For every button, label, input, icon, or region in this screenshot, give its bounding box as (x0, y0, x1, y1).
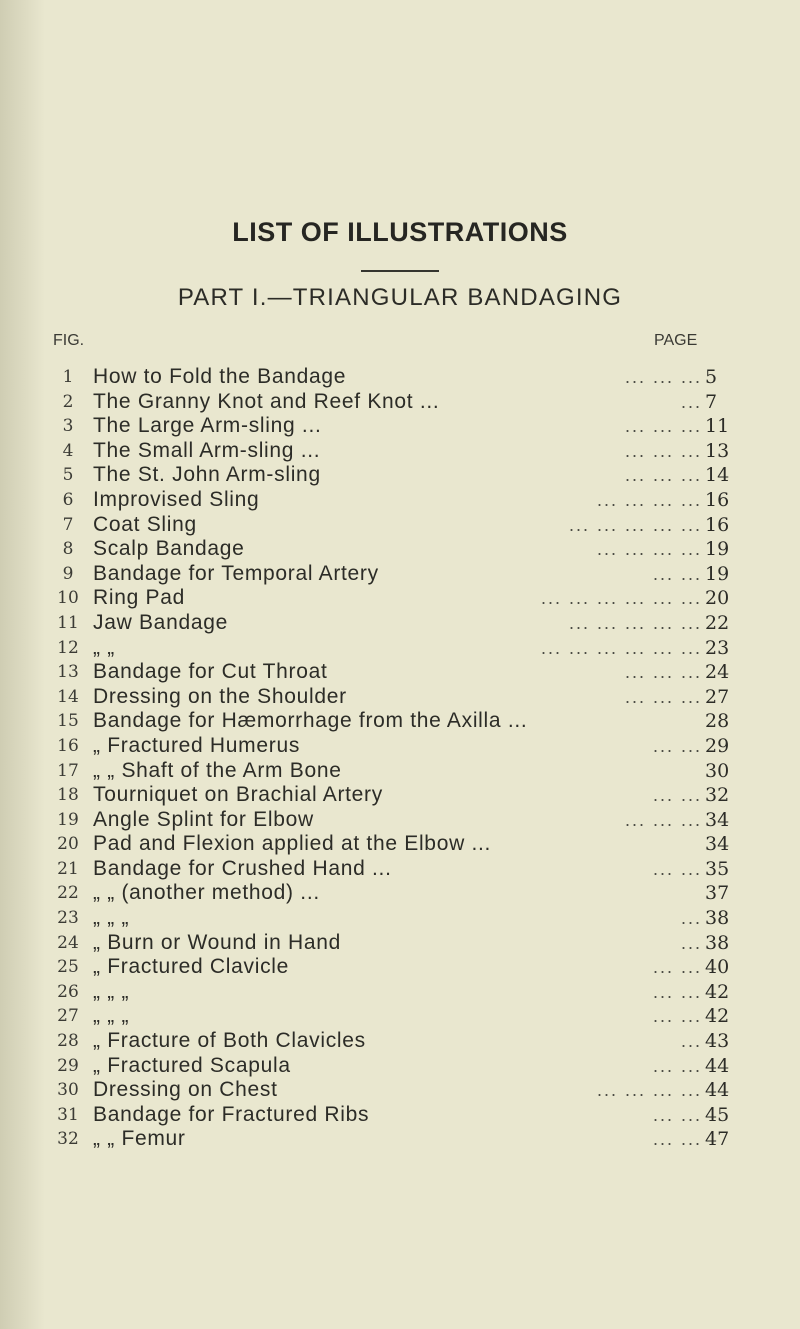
illustration-title: Bandage for Hæmorrhage from the Axilla ... (93, 709, 528, 733)
figure-number: 27 (57, 1006, 79, 1027)
list-item (0, 759, 800, 784)
page-number: 38 (705, 931, 730, 954)
figure-number: 8 (62, 539, 74, 560)
list-item (0, 906, 800, 931)
leader-dots: ... ... ... (624, 440, 702, 461)
list-item (0, 709, 800, 734)
figure-number: 14 (57, 686, 79, 707)
page-number: 22 (705, 611, 730, 634)
list-item (0, 611, 800, 636)
leader-dots: ... ... ... (624, 367, 702, 387)
figure-number: 32 (57, 1129, 79, 1150)
figure-number: 3 (62, 416, 74, 437)
list-item (0, 660, 800, 685)
figure-number: 17 (57, 760, 79, 781)
page-number: 34 (705, 808, 730, 831)
leader-dots: ... ... (652, 957, 702, 978)
figure-number: 26 (57, 981, 79, 1002)
illustration-title: „ Fractured Clavicle (93, 955, 290, 979)
illustration-title: „ „ „ (93, 1004, 130, 1028)
illustration-title: „ „ (another method) ... (93, 881, 320, 905)
page-number: 29 (705, 734, 730, 757)
leader-dots: ... ... ... (624, 662, 702, 683)
page-number: 13 (705, 439, 730, 462)
list-item (0, 1127, 800, 1152)
illustration-title: Bandage for Crushed Hand ... (93, 856, 392, 880)
leader-dots: ... ... ... (624, 465, 702, 486)
list-item (0, 1054, 800, 1079)
fig-column-header: FIG. (53, 332, 85, 349)
illustration-title: „ Fractured Scapula (93, 1053, 291, 1077)
figure-number: 6 (62, 489, 74, 510)
leader-dots: ... ... ... ... (596, 489, 702, 510)
illustration-title: Improvised Sling (93, 487, 260, 511)
illustration-title: The Granny Knot and Reef Knot ... (93, 389, 440, 413)
figure-number: 16 (57, 735, 79, 756)
figure-number: 25 (57, 957, 79, 978)
list-item (0, 857, 800, 882)
page-number: 20 (705, 587, 730, 610)
illustration-title: Jaw Bandage (93, 610, 228, 634)
page-number: 32 (705, 784, 730, 807)
page-number: 43 (705, 1030, 730, 1053)
leader-dots: ... ... ... ... ... ... (540, 637, 702, 658)
list-item (0, 365, 800, 390)
page-number: 42 (705, 980, 730, 1003)
list-item (0, 1103, 800, 1128)
page-number: 14 (705, 464, 730, 487)
leader-dots: ... ... (652, 1055, 702, 1076)
page-number: 34 (705, 833, 730, 856)
leader-dots: ... (680, 1031, 702, 1052)
list-item (0, 390, 800, 415)
leader-dots: ... ... (652, 1006, 702, 1027)
page-number: 16 (705, 513, 730, 536)
page-number: 44 (705, 1054, 730, 1077)
list-item (0, 734, 800, 759)
illustration-title: Coat Sling (93, 512, 197, 536)
figure-number: 12 (57, 637, 79, 658)
list-item (0, 783, 800, 808)
figure-number: 30 (57, 1080, 79, 1101)
page-number: 19 (705, 538, 730, 561)
list-item (0, 463, 800, 488)
figure-number: 9 (62, 563, 74, 584)
illustration-title: Angle Splint for Elbow (93, 807, 314, 831)
page-column-header: PAGE (654, 332, 698, 349)
illustration-title: Dressing on the Shoulder (93, 684, 347, 708)
figure-number: 24 (57, 932, 79, 953)
leader-dots: ... ... ... (624, 686, 702, 707)
list-item (0, 586, 800, 611)
leader-dots: ... ... (652, 563, 702, 584)
figure-number: 11 (57, 612, 79, 633)
figure-number: 19 (57, 809, 79, 830)
leader-dots: ... ... ... (624, 416, 702, 437)
illustration-list (0, 365, 800, 1152)
illustration-title: „ „ Shaft of the Arm Bone (93, 758, 342, 782)
illustration-title: Bandage for Fractured Ribs (93, 1102, 370, 1126)
page-number: 35 (705, 857, 730, 880)
illustration-title: Bandage for Temporal Artery (93, 561, 379, 585)
leader-dots: ... ... (652, 1129, 702, 1150)
figure-number: 29 (57, 1055, 79, 1076)
leader-dots: ... ... ... ... ... (568, 514, 702, 535)
page-number: 19 (705, 562, 730, 585)
list-item (0, 537, 800, 562)
leader-dots: ... ... ... ... (596, 1080, 702, 1101)
list-item (0, 488, 800, 513)
illustration-title: „ „ „ (93, 906, 130, 930)
page-number: 28 (705, 710, 730, 733)
illustration-title: The St. John Arm-sling (93, 463, 321, 487)
list-item (0, 439, 800, 464)
page-number: 44 (705, 1079, 730, 1102)
illustration-title: Pad and Flexion applied at the Elbow ... (93, 832, 492, 856)
figure-number: 10 (57, 588, 79, 609)
illustration-title: „ Fracture of Both Clavicles (93, 1029, 366, 1053)
list-item (0, 980, 800, 1005)
list-item (0, 685, 800, 710)
leader-dots: ... ... (652, 981, 702, 1002)
page-number: 45 (705, 1103, 730, 1126)
list-item (0, 636, 800, 661)
illustration-title: How to Fold the Bandage (93, 365, 347, 388)
illustration-title: Scalp Bandage (93, 537, 245, 561)
illustration-title: Dressing on Chest (93, 1078, 278, 1102)
figure-number: 7 (62, 514, 74, 535)
figure-number: 20 (57, 834, 79, 855)
figure-number: 2 (62, 391, 74, 412)
list-item (0, 513, 800, 538)
illustration-title: Tourniquet on Brachial Artery (93, 783, 383, 807)
illustration-title: „ „ Femur (93, 1127, 186, 1151)
page-number: 38 (705, 907, 730, 930)
leader-dots: ... ... ... ... (596, 539, 702, 560)
leader-dots: ... (680, 908, 702, 929)
figure-number: 18 (57, 785, 79, 806)
figure-number: 31 (57, 1104, 79, 1125)
page-number: 23 (705, 636, 730, 659)
page-number: 40 (705, 956, 730, 979)
figure-number: 28 (57, 1031, 79, 1052)
list-item (0, 1078, 800, 1103)
figure-number: 5 (62, 465, 74, 486)
list-item (0, 1029, 800, 1054)
list-item (0, 931, 800, 956)
illustration-title: „ Fractured Humerus (93, 733, 301, 757)
page-number: 42 (705, 1005, 730, 1028)
list-item (0, 955, 800, 980)
figure-number: 22 (57, 883, 79, 904)
leader-dots: ... (680, 932, 702, 953)
page-title: LIST OF ILLUSTRATIONS (232, 217, 568, 247)
page-number: 30 (705, 759, 730, 782)
leader-dots: ... ... (652, 735, 702, 756)
page-number: 27 (705, 685, 730, 708)
leader-dots: ... ... (652, 1104, 702, 1125)
leader-dots: ... (680, 391, 702, 412)
page-number: 37 (705, 882, 730, 905)
figure-number: 4 (62, 440, 74, 461)
page-number: 7 (705, 390, 718, 413)
illustration-title: Ring Pad (93, 586, 185, 610)
list-item (0, 414, 800, 439)
page-number: 24 (705, 661, 730, 684)
title-rule (361, 270, 439, 272)
leader-dots: ... ... ... (624, 809, 702, 830)
page-number: 11 (705, 415, 730, 438)
list-item (0, 562, 800, 587)
figure-number: 1 (62, 367, 74, 387)
illustration-title: The Small Arm-sling ... (93, 438, 321, 462)
part-title: PART I.—TRIANGULAR BANDAGING (177, 284, 623, 311)
illustration-title: The Large Arm-sling ... (93, 414, 322, 438)
leader-dots: ... ... (652, 858, 702, 879)
figure-number: 13 (57, 662, 79, 683)
illustration-title: „ „ (93, 635, 115, 659)
page-number: 16 (705, 488, 730, 511)
leader-dots: ... ... ... ... ... ... (540, 588, 702, 609)
list-item (0, 881, 800, 906)
leader-dots: ... ... ... ... ... (568, 612, 702, 633)
figure-number: 15 (57, 711, 79, 732)
illustration-title: „ „ „ (93, 979, 130, 1003)
leader-dots: ... ... (652, 785, 702, 806)
list-item (0, 1004, 800, 1029)
figure-number: 21 (57, 858, 79, 879)
list-item (0, 832, 800, 857)
page-number: 5 (705, 366, 718, 388)
illustration-title: „ Burn or Wound in Hand (93, 930, 342, 954)
list-item (0, 808, 800, 833)
illustration-title: Bandage for Cut Throat (93, 660, 328, 684)
figure-number: 23 (57, 908, 79, 929)
page-number: 47 (705, 1128, 730, 1151)
